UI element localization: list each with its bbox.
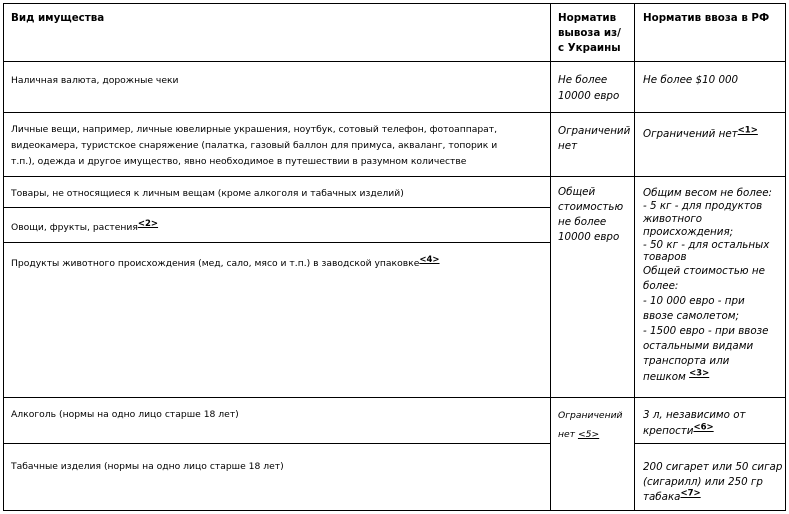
row-goods-export-line1: Общей <box>558 186 596 198</box>
header-property-type: Вид имущества <box>11 12 105 24</box>
row-tobacco-import-line3-text: табака <box>643 491 681 503</box>
row-animal-label-cell <box>3 242 551 398</box>
row-tobacco-import-cell <box>634 443 786 511</box>
header-import-norm: Норматив ввоза в РФ <box>643 12 770 24</box>
row-goods-import-line6: товаров <box>643 251 687 263</box>
row-alcohol-export-line1: Ограничений <box>558 410 623 421</box>
row-personal-import-cell <box>634 112 786 177</box>
row-animal-label-text: Продукты животного происхождения (мед, сало, мясо и т.п.) в заводской упаковке <box>11 258 420 269</box>
row-tobacco-import-line2: (сигарилл) или 250 гр <box>643 476 763 488</box>
row-cash-label: Наличная валюта, дорожные чеки <box>11 75 179 86</box>
row-tobacco-label: Табачные изделия (нормы на одно лицо старше 18 лет) <box>11 461 284 472</box>
row-goods-export-line2: стоимостью <box>558 201 624 213</box>
footnote-link-4[interactable]: <4> <box>419 254 440 265</box>
row-goods-label-cell <box>3 176 551 208</box>
row-tobacco-import-line3 <box>643 490 701 505</box>
row-tobacco-import-line1: 200 сигарет или 50 сигар <box>643 461 783 473</box>
row-goods-import-line14-text: пешком <box>643 371 686 383</box>
footnote-link-6[interactable]: <6> <box>693 422 714 433</box>
row-goods-import-line9: - 10 000 евро - при <box>643 295 745 307</box>
row-personal-label-cell <box>3 112 551 177</box>
row-alcohol-import-line2 <box>643 424 714 439</box>
row-cash-export-line2: 10000 евро <box>558 90 620 102</box>
row-goods-import-line11: - 1500 евро - при ввозе <box>643 325 769 337</box>
row-goods-import-line7: Общей стоимостью не <box>643 265 765 277</box>
row-alcohol-label: Алкоголь (нормы на одно лицо старше 18 лет) <box>11 409 239 420</box>
row-veg-label <box>11 220 158 236</box>
row-alcohol-import-line1: 3 л, независимо от <box>643 409 746 421</box>
row-personal-export-cell <box>550 112 635 177</box>
row-cash-export-line1: Не более <box>558 74 608 86</box>
row-personal-label-line2: видеокамера, туристское снаряжение (палатка, газовый баллон для примуса, акваланг, топорик и <box>11 140 498 151</box>
row-veg-label-text: Овощи, фрукты, растения <box>11 222 138 233</box>
row-cash-import-cell <box>634 61 786 113</box>
row-goods-import-line10: ввозе самолетом; <box>643 310 740 322</box>
row-goods-import-line1: Общим весом не более: <box>643 187 773 199</box>
row-goods-export-line3: не более <box>558 216 607 228</box>
customs-norms-table <box>3 3 786 511</box>
row-goods-export-cell <box>550 176 635 398</box>
row-goods-label: Товары, не относящиеся к личным вещам (кроме алкоголя и табачных изделий) <box>11 188 404 199</box>
header-cell-export-norm <box>550 3 635 62</box>
row-alcohol-import-cell <box>634 397 786 444</box>
header-export-norm-line3: с Украины <box>558 42 621 54</box>
footnote-link-3[interactable]: <3> <box>689 368 710 379</box>
row-goods-import-line14 <box>643 370 709 385</box>
row-personal-label-line3: т.п.), одежда и другое имущество, явно необходимое в путешествии в разумном количестве <box>11 156 467 167</box>
row-cash-export-cell <box>550 61 635 113</box>
header-export-norm-line1: Норматив <box>558 12 617 24</box>
row-personal-export-line1: Ограничений <box>558 125 631 137</box>
row-goods-import-cell <box>634 176 786 398</box>
row-personal-label-line1: Личные вещи, например, личные ювелирные украшения, ноутбук, сотовый телефон, фотоаппарат, <box>11 124 498 135</box>
footnote-link-5[interactable]: <5> <box>577 429 600 440</box>
row-goods-import-line2: - 5 кг - для продуктов <box>643 200 763 212</box>
footnote-link-7[interactable]: <7> <box>680 488 701 499</box>
header-cell-property-type <box>3 3 551 62</box>
row-cash-import: Не более $10 000 <box>643 74 739 86</box>
header-cell-import-norm <box>634 3 786 62</box>
header-export-norm-line2: вывоза из/ <box>558 27 621 39</box>
row-alcohol-import-line2-text: крепости <box>643 425 694 437</box>
row-goods-import-line4: происхождения; <box>643 226 734 238</box>
row-personal-export-line2: нет <box>558 140 578 152</box>
row-alcohol-export-line2-text: нет <box>558 429 576 440</box>
row-alcohol-export-line2 <box>558 427 599 443</box>
row-veg-label-cell <box>3 207 551 243</box>
row-goods-import-line13: транспорта или <box>643 355 730 367</box>
row-personal-import-text: Ограничений нет <box>643 128 738 140</box>
row-goods-import-line5: - 50 кг - для остальных <box>643 239 770 251</box>
row-cash-label-cell <box>3 61 551 113</box>
footnote-link-2[interactable]: <2> <box>137 218 159 229</box>
row-personal-import <box>643 127 758 142</box>
row-goods-import-line8: более: <box>643 280 679 292</box>
row-animal-label <box>11 256 440 272</box>
row-tobacco-label-cell <box>3 443 551 511</box>
row-goods-export-line4: 10000 евро <box>558 231 620 243</box>
footnote-link-1[interactable]: <1> <box>737 125 758 136</box>
row-goods-import-line12: остальными видами <box>643 340 754 352</box>
row-alcohol-label-cell <box>3 397 551 444</box>
row-goods-import-line3: животного <box>643 213 703 225</box>
row-alcohol-export-cell <box>550 397 635 511</box>
